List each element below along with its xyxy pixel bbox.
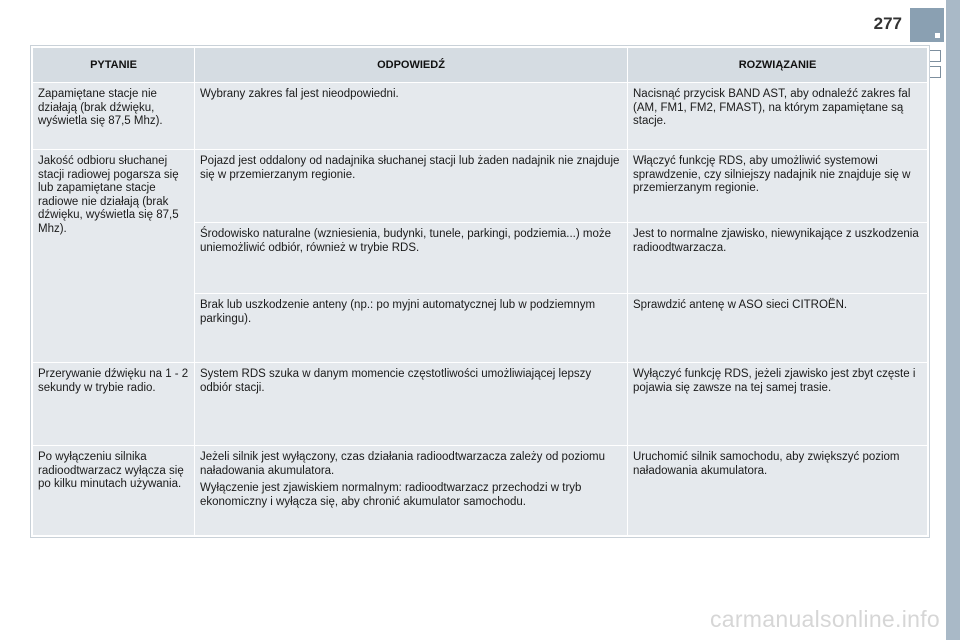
side-bar (946, 0, 960, 640)
table-row (33, 150, 927, 222)
table-header-row (33, 48, 927, 82)
table-row (33, 446, 927, 535)
solution-cell: Jest to normalne zjawisko, niewynikające z uszkodzenia radioodtwarzacza. (628, 223, 927, 293)
tab-box-2 (929, 66, 941, 78)
header-solution: ROZWIĄZANIE (628, 48, 927, 82)
table-row (33, 83, 927, 149)
answer-cell: Środowisko naturalne (wzniesienia, budynki, tunele, parkingi, podziemia...) może uniemożliwić odbiór, również w trybie RDS. (195, 223, 627, 293)
answer-cell: Wybrany zakres fal jest nieodpowiedni. (195, 83, 627, 149)
header-question: PYTANIE (33, 48, 194, 82)
solution-cell: Włączyć funkcję RDS, aby umożliwić systemowi sprawdzenie, czy silniejszy nadajnik nie znajduje się w przemierzanym regionie. (628, 150, 927, 222)
watermark: carmanualsonline.info (709, 606, 940, 632)
question-cell: Po wyłączeniu silnika radioodtwarzacz wyłącza się po kilku minutach używania. (33, 446, 194, 535)
troubleshooting-table (32, 47, 928, 536)
tab-marker-dot (935, 33, 940, 38)
answer-cell: Pojazd jest oddalony od nadajnika słuchanej stacji lub żaden nadajnik nie znajduje się w przemierzanym regionie. (195, 150, 627, 222)
answer-cell: System RDS szuka w danym momencie częstotliwości umożliwiającej lepszy odbiór stacji. (195, 363, 627, 445)
header-answer: ODPOWIEDŹ (195, 48, 627, 82)
answer-paragraph: Wyłączenie jest zjawiskiem normalnym: radioodtwarzacz przechodzi w tryb ekonomiczny i wyłącza się, aby chronić akumulator samochodu. (200, 482, 582, 508)
troubleshooting-table-frame (30, 45, 930, 538)
solution-cell: Nacisnąć przycisk BAND AST, aby odnaleźć zakres fal (AM, FM1, FM2, FMAST), na którym zapamiętane są stacje. (628, 83, 927, 149)
page-number: 277 (873, 14, 902, 33)
answer-paragraph: Jeżeli silnik jest wyłączony, czas działania radioodtwarzacza zależy od poziomu naładowania akumulatora. (200, 451, 606, 477)
tab-box-1 (929, 50, 941, 62)
answer-cell: Brak lub uszkodzenie anteny (np.: po myjni automatycznej lub w podziemnym parkingu). (195, 294, 627, 362)
solution-cell: Uruchomić silnik samochodu, aby zwiększyć poziom naładowania akumulatora. (628, 446, 927, 535)
question-cell: Przerywanie dźwięku na 1 - 2 sekundy w trybie radio. (33, 363, 194, 445)
table-row (33, 363, 927, 445)
solution-cell: Wyłączyć funkcję RDS, jeżeli zjawisko jest zbyt częste i pojawia się zawsze na tej samej trasie. (628, 363, 927, 445)
question-cell: Jakość odbioru słuchanej stacji radiowej pogarsza się lub zapamiętane stacje radiowe nie działają (brak dźwięku, wyświetla się 87,5 Mhz). (33, 150, 194, 362)
answer-cell (195, 446, 627, 535)
question-cell: Zapamiętane stacje nie działają (brak dźwięku, wyświetla się 87,5 Mhz). (33, 83, 194, 149)
solution-cell: Sprawdzić antenę w ASO sieci CITROËN. (628, 294, 927, 362)
section-tab-marker (910, 8, 944, 42)
